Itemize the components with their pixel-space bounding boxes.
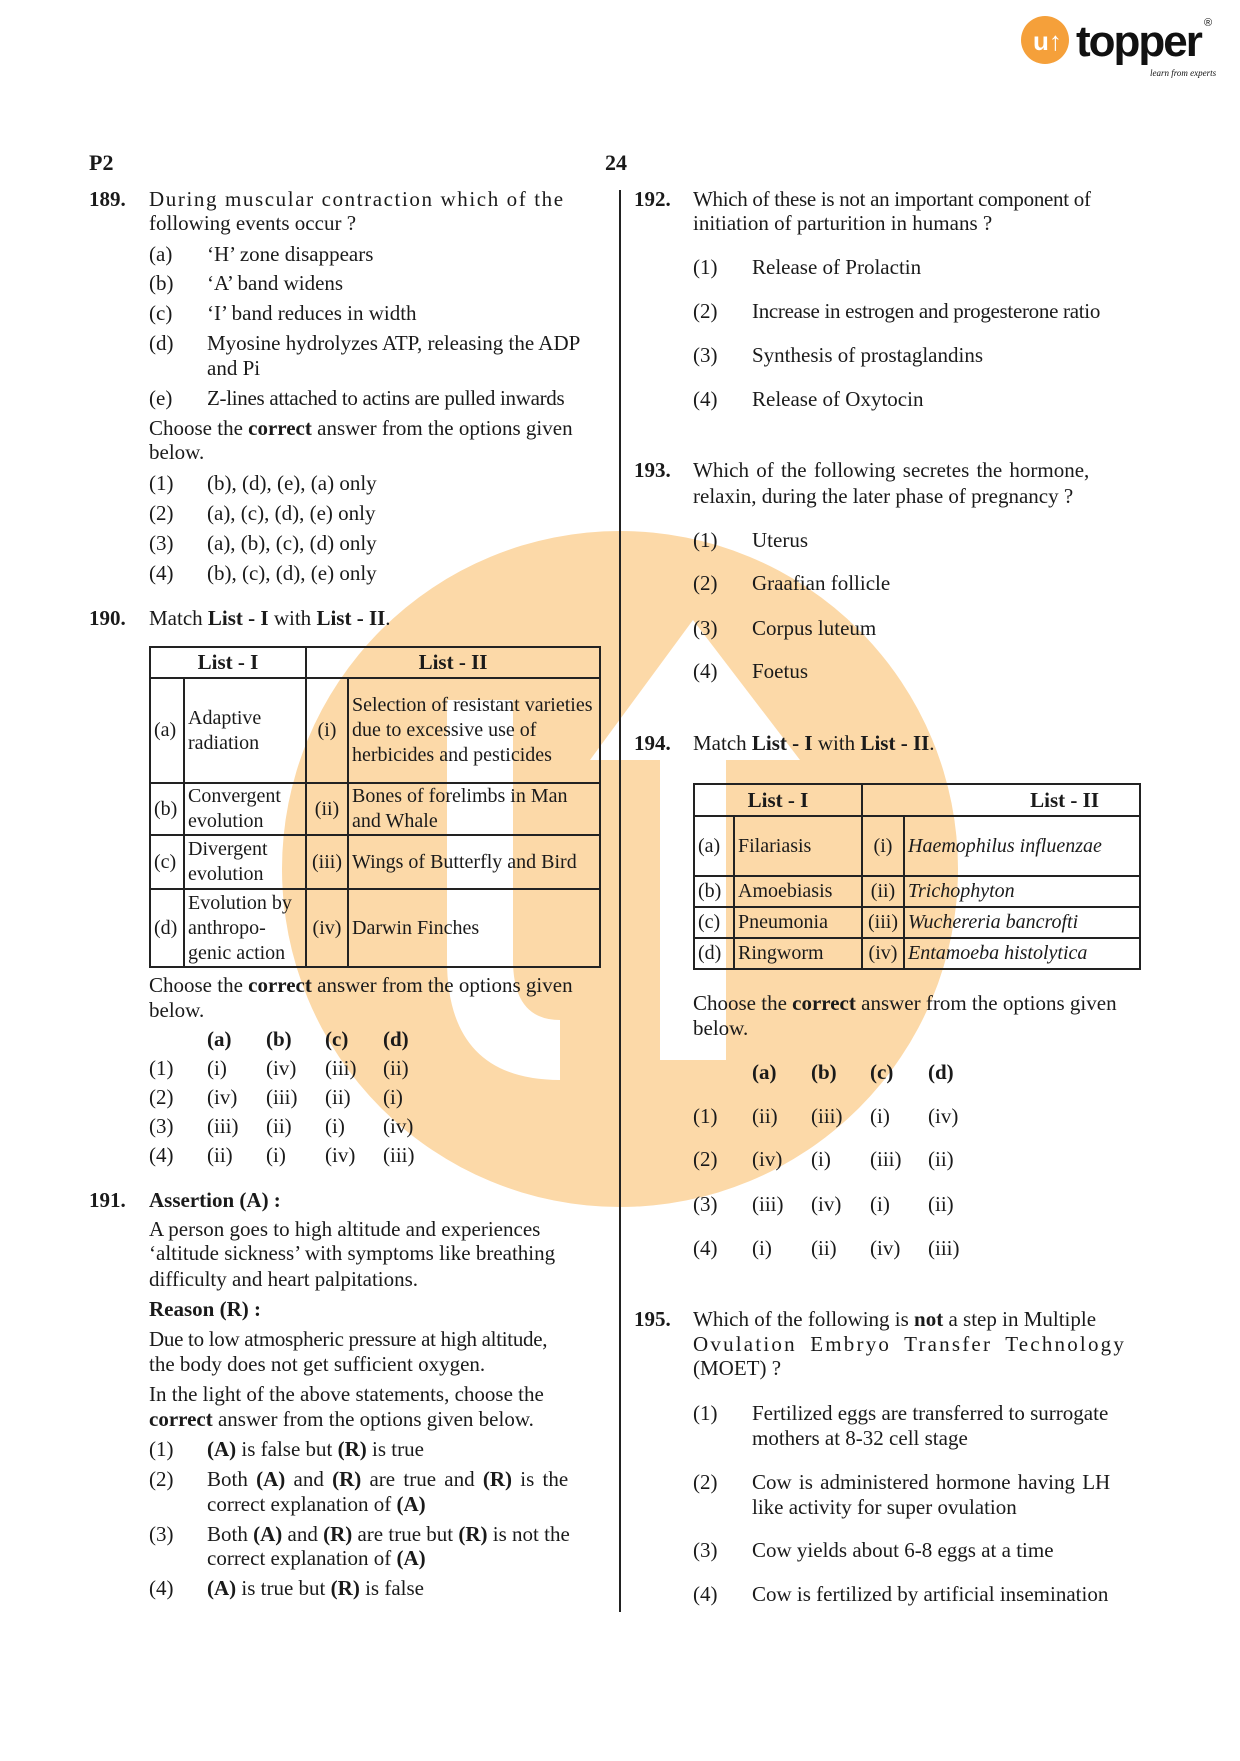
option-text: Release of Prolactin [752, 255, 922, 279]
text: (R) [458, 1522, 488, 1546]
text: Amoebiasis [734, 876, 862, 907]
question-number: 193. [634, 458, 671, 482]
text: Adaptive radiation [184, 678, 306, 783]
option-text: Foetus [752, 659, 809, 683]
text: correct explanation of [207, 1492, 397, 1516]
text: (iv) [325, 1143, 356, 1167]
text: (c) [150, 835, 184, 889]
text: (iv) [862, 938, 904, 969]
text: (ii) [325, 1085, 351, 1109]
text: Bones of forelimbs in Man and Whale [348, 783, 600, 835]
text: (R) [332, 1467, 362, 1491]
text: Evolution by anthropo-genic action [184, 889, 306, 967]
column-label: (d) [928, 1060, 954, 1084]
option-label: (1) [693, 255, 718, 279]
text: (A) [256, 1467, 286, 1491]
text: (i) [752, 1236, 772, 1260]
topper-logo [1020, 14, 1220, 78]
event-text: ‘H’ zone disappears [207, 242, 374, 266]
option-label: (1) [693, 528, 718, 552]
page-number: 24 [605, 150, 627, 175]
text: (i) [306, 678, 348, 783]
assertion-heading: Assertion (A) : [149, 1188, 281, 1212]
option-label: (1) [149, 1437, 174, 1461]
text: Selection of resistant varieties due to excessive use of herbicides and pesticides [348, 678, 600, 783]
option-label: (4) [149, 561, 174, 585]
svg-text:u↑: u↑ [1033, 26, 1062, 56]
option-label: (1) [693, 1401, 718, 1425]
option-text [207, 1437, 424, 1461]
text: and [282, 1522, 324, 1546]
text: (d) [150, 889, 184, 967]
paper-code: P2 [89, 150, 114, 175]
reason-text: the body does not get sufficient oxygen. [149, 1352, 486, 1376]
event-text: and Pi [207, 356, 261, 380]
text: (i) [325, 1114, 345, 1138]
text: (4) [149, 1143, 174, 1167]
column-divider [619, 190, 621, 1612]
assertion-text: A person goes to high altitude and experiences [149, 1217, 541, 1241]
table-row [694, 938, 1140, 969]
question-number: 191. [89, 1188, 126, 1212]
question-text [693, 1307, 1096, 1331]
text: (iii) [383, 1143, 415, 1167]
question-text: During muscular contraction which of the [149, 187, 565, 211]
event-label: (c) [149, 301, 173, 325]
event-text: Z-lines attached to actins are pulled inwards [207, 386, 565, 410]
column-label: (a) [752, 1060, 777, 1084]
text: answer from the options given [311, 973, 573, 997]
question-number: 192. [634, 187, 671, 211]
option-text: Fertilized eggs are transferred to surrogate [752, 1401, 1109, 1425]
option-text [207, 1467, 568, 1491]
text: Darwin Finches [348, 889, 600, 967]
option-text [207, 1522, 570, 1546]
text: (A) [396, 1492, 426, 1516]
text: . [385, 606, 391, 630]
question-text: Which of the following secretes the hormone, [693, 458, 1090, 482]
option-label: (2) [693, 571, 718, 595]
option-label: (1) [149, 471, 174, 495]
text: (ii) [383, 1056, 409, 1080]
text: (iii) [862, 907, 904, 938]
event-text: ‘I’ band reduces in width [207, 301, 417, 325]
text: (c) [694, 907, 734, 938]
text: Convergent evolution [184, 783, 306, 835]
column-label: (b) [811, 1060, 837, 1084]
column-header: List - I [150, 647, 306, 678]
text: (i) [870, 1192, 890, 1216]
text: (iii) [752, 1192, 784, 1216]
question-text [149, 606, 391, 630]
question-number: 195. [634, 1307, 671, 1331]
option-text: Uterus [752, 528, 808, 552]
instruction [693, 991, 1117, 1015]
instruction [149, 416, 573, 440]
question-number: 190. [89, 606, 126, 630]
svg-text:topper: topper [1076, 17, 1201, 66]
option-text: (b), (d), (e), (a) only [207, 471, 377, 495]
text: (ii) [811, 1236, 837, 1260]
table-row [150, 889, 600, 967]
text: (iii) [928, 1236, 960, 1260]
text: Wings of Butterfly and Bird [348, 835, 600, 889]
text: (i) [811, 1147, 831, 1171]
text: (iv) [928, 1104, 959, 1128]
text: Ringworm [734, 938, 862, 969]
text: (iv) [306, 889, 348, 967]
instruction: below. [693, 1016, 749, 1040]
text: List - II [316, 606, 386, 630]
svg-text:®: ® [1204, 17, 1213, 29]
option-label: (4) [693, 387, 718, 411]
text: (i) [862, 816, 904, 876]
text: (ii) [207, 1143, 233, 1167]
reason-text: Due to low atmospheric pressure at high altitude, [149, 1327, 548, 1351]
text: (iv) [870, 1236, 901, 1260]
text: correct explanation of [207, 1546, 397, 1570]
text: Match [693, 731, 752, 755]
text: not [914, 1307, 944, 1331]
text: correct [149, 1407, 213, 1431]
text: (a) [694, 816, 734, 876]
column-header: List - I [694, 784, 862, 816]
option-label: (4) [149, 1576, 174, 1600]
option-text [207, 1576, 424, 1600]
text: (R) [330, 1576, 360, 1600]
text: (A) [207, 1437, 237, 1461]
text: answer from the options given [311, 416, 573, 440]
option-text: (b), (c), (d), (e) only [207, 561, 377, 585]
text: (iii) [811, 1104, 843, 1128]
text: correct [248, 973, 312, 997]
text: Trichophyton [904, 876, 1140, 907]
option-text: (a), (b), (c), (d) only [207, 531, 377, 555]
text: (ii) [266, 1114, 292, 1138]
text: (iii) [325, 1056, 357, 1080]
reason-heading: Reason (R) : [149, 1297, 261, 1321]
option-text [207, 1492, 426, 1516]
instruction: below. [149, 440, 205, 464]
option-label: (3) [149, 1522, 174, 1546]
text: Pneumonia [734, 907, 862, 938]
table-row [694, 876, 1140, 907]
option-label: (3) [693, 343, 718, 367]
option-label: (4) [693, 659, 718, 683]
text: (iii) [207, 1114, 239, 1138]
text: (1) [693, 1104, 718, 1128]
option-text: like activity for super ovulation [752, 1495, 1017, 1519]
text: (A) [207, 1576, 237, 1600]
svg-text:learn from experts: learn from experts [1150, 68, 1217, 78]
text: (A) [396, 1546, 426, 1570]
text: Choose the [693, 991, 793, 1015]
text: (iii) [870, 1147, 902, 1171]
option-text: Synthesis of prostaglandins [752, 343, 983, 367]
text: (b) [694, 876, 734, 907]
text: Divergent evolution [184, 835, 306, 889]
text: a step in Multiple [943, 1307, 1097, 1331]
instruction [149, 973, 573, 997]
instruction [149, 1407, 534, 1431]
text: (2) [149, 1085, 174, 1109]
text: (3) [693, 1192, 718, 1216]
option-text: (a), (c), (d), (e) only [207, 501, 376, 525]
text: (R) [323, 1522, 353, 1546]
table-row [150, 678, 600, 783]
option-label: (2) [693, 299, 718, 323]
text: and [285, 1467, 333, 1491]
column-header: List - II [306, 647, 600, 678]
option-label: (3) [693, 616, 718, 640]
text: (d) [694, 938, 734, 969]
text: (ii) [752, 1104, 778, 1128]
text: (3) [149, 1114, 174, 1138]
option-label: (3) [693, 1538, 718, 1562]
option-text: Release of Oxytocin [752, 387, 924, 411]
option-text: Increase in estrogen and progesterone ratio [752, 299, 1101, 323]
text: correct [248, 416, 312, 440]
option-label: (2) [149, 1467, 174, 1491]
text: (ii) [928, 1147, 954, 1171]
question-text [693, 731, 935, 755]
question-text: initiation of parturition in humans ? [693, 211, 993, 235]
text: (ii) [306, 783, 348, 835]
text: Wuchereria bancrofti [904, 907, 1140, 938]
text: are true but [352, 1522, 459, 1546]
table-row [150, 835, 600, 889]
table-row [694, 816, 1140, 876]
text: (i) [266, 1143, 286, 1167]
option-label: (2) [693, 1470, 718, 1494]
column-label: (c) [870, 1060, 894, 1084]
assertion-text: ‘altitude sickness’ with symptoms like breathing [149, 1241, 556, 1265]
text: (iii) [266, 1085, 298, 1109]
match-table [149, 646, 601, 968]
option-text: Corpus luteum [752, 616, 877, 640]
text: Which of the following is [693, 1307, 915, 1331]
question-text: relaxin, during the later phase of pregnancy ? [693, 484, 1074, 508]
text: (iv) [266, 1056, 297, 1080]
text: is the [512, 1467, 569, 1491]
event-label: (b) [149, 271, 174, 295]
text: (i) [870, 1104, 890, 1128]
text: (4) [693, 1236, 718, 1260]
text: (iii) [306, 835, 348, 889]
text: Match [149, 606, 208, 630]
event-label: (e) [149, 386, 173, 410]
text: correct [792, 991, 856, 1015]
text: (i) [383, 1085, 403, 1109]
question-number: 189. [89, 187, 126, 211]
event-label: (d) [149, 331, 174, 355]
question-text: Ovulation Embryo Transfer Technology [693, 1332, 1127, 1356]
text: (R) [337, 1437, 367, 1461]
option-label: (2) [149, 501, 174, 525]
text: Both [207, 1522, 254, 1546]
match-table [693, 783, 1141, 970]
text: Haemophilus influenzae [904, 816, 1140, 876]
text: is false but [236, 1437, 338, 1461]
text: Filariasis [734, 816, 862, 876]
column-label: (c) [325, 1027, 349, 1051]
text: (1) [149, 1056, 174, 1080]
text: Choose the [149, 416, 249, 440]
text: (iv) [207, 1085, 238, 1109]
instruction: below. [149, 998, 205, 1022]
question-text: (MOET) ? [693, 1356, 782, 1380]
event-label: (a) [149, 242, 173, 266]
option-label: (4) [693, 1582, 718, 1606]
text: is false [359, 1576, 424, 1600]
text: is true [366, 1437, 424, 1461]
table-row [694, 907, 1140, 938]
text: (i) [207, 1056, 227, 1080]
column-label: (a) [207, 1027, 232, 1051]
text: (iv) [383, 1114, 414, 1138]
text: (ii) [862, 876, 904, 907]
text: (ii) [928, 1192, 954, 1216]
text: (b) [150, 783, 184, 835]
text: (A) [253, 1522, 283, 1546]
event-text: Myosine hydrolyzes ATP, releasing the ADP [207, 331, 581, 355]
text: (2) [693, 1147, 718, 1171]
column-label: (b) [266, 1027, 292, 1051]
text: is true but [236, 1576, 331, 1600]
question-text: Which of these is not an important component of [693, 187, 1091, 211]
text: . [929, 731, 935, 755]
instruction: In the light of the above statements, choose the [149, 1382, 544, 1406]
text: with [812, 731, 861, 755]
text: with [268, 606, 317, 630]
text: (a) [150, 678, 184, 783]
option-label: (3) [149, 531, 174, 555]
option-text: Cow is administered hormone having LH [752, 1470, 1111, 1494]
text: List - II [860, 731, 930, 755]
column-header: List - II [862, 784, 1140, 816]
text: Entamoeba histolytica [904, 938, 1140, 969]
text: (iv) [811, 1192, 842, 1216]
text: is not the [487, 1522, 570, 1546]
option-text: Cow yields about 6-8 eggs at a time [752, 1538, 1054, 1562]
text: List - I [207, 606, 269, 630]
question-number: 194. [634, 731, 671, 755]
column-label: (d) [383, 1027, 409, 1051]
text: answer from the options given [855, 991, 1117, 1015]
option-text: Graafian follicle [752, 571, 891, 595]
question-text: following events occur ? [149, 211, 357, 235]
text: (iv) [752, 1147, 783, 1171]
event-text: ‘A’ band widens [207, 271, 344, 295]
text: are true and [361, 1467, 483, 1491]
text: answer from the options given below. [212, 1407, 534, 1431]
text: List - I [751, 731, 813, 755]
option-text: Cow is fertilized by artificial insemination [752, 1582, 1109, 1606]
text: Choose the [149, 973, 249, 997]
assertion-text: difficulty and heart palpitations. [149, 1267, 419, 1291]
table-row [150, 783, 600, 835]
option-text: mothers at 8-32 cell stage [752, 1426, 968, 1450]
text: Both [207, 1467, 257, 1491]
text: (R) [482, 1467, 512, 1491]
option-text [207, 1546, 426, 1570]
